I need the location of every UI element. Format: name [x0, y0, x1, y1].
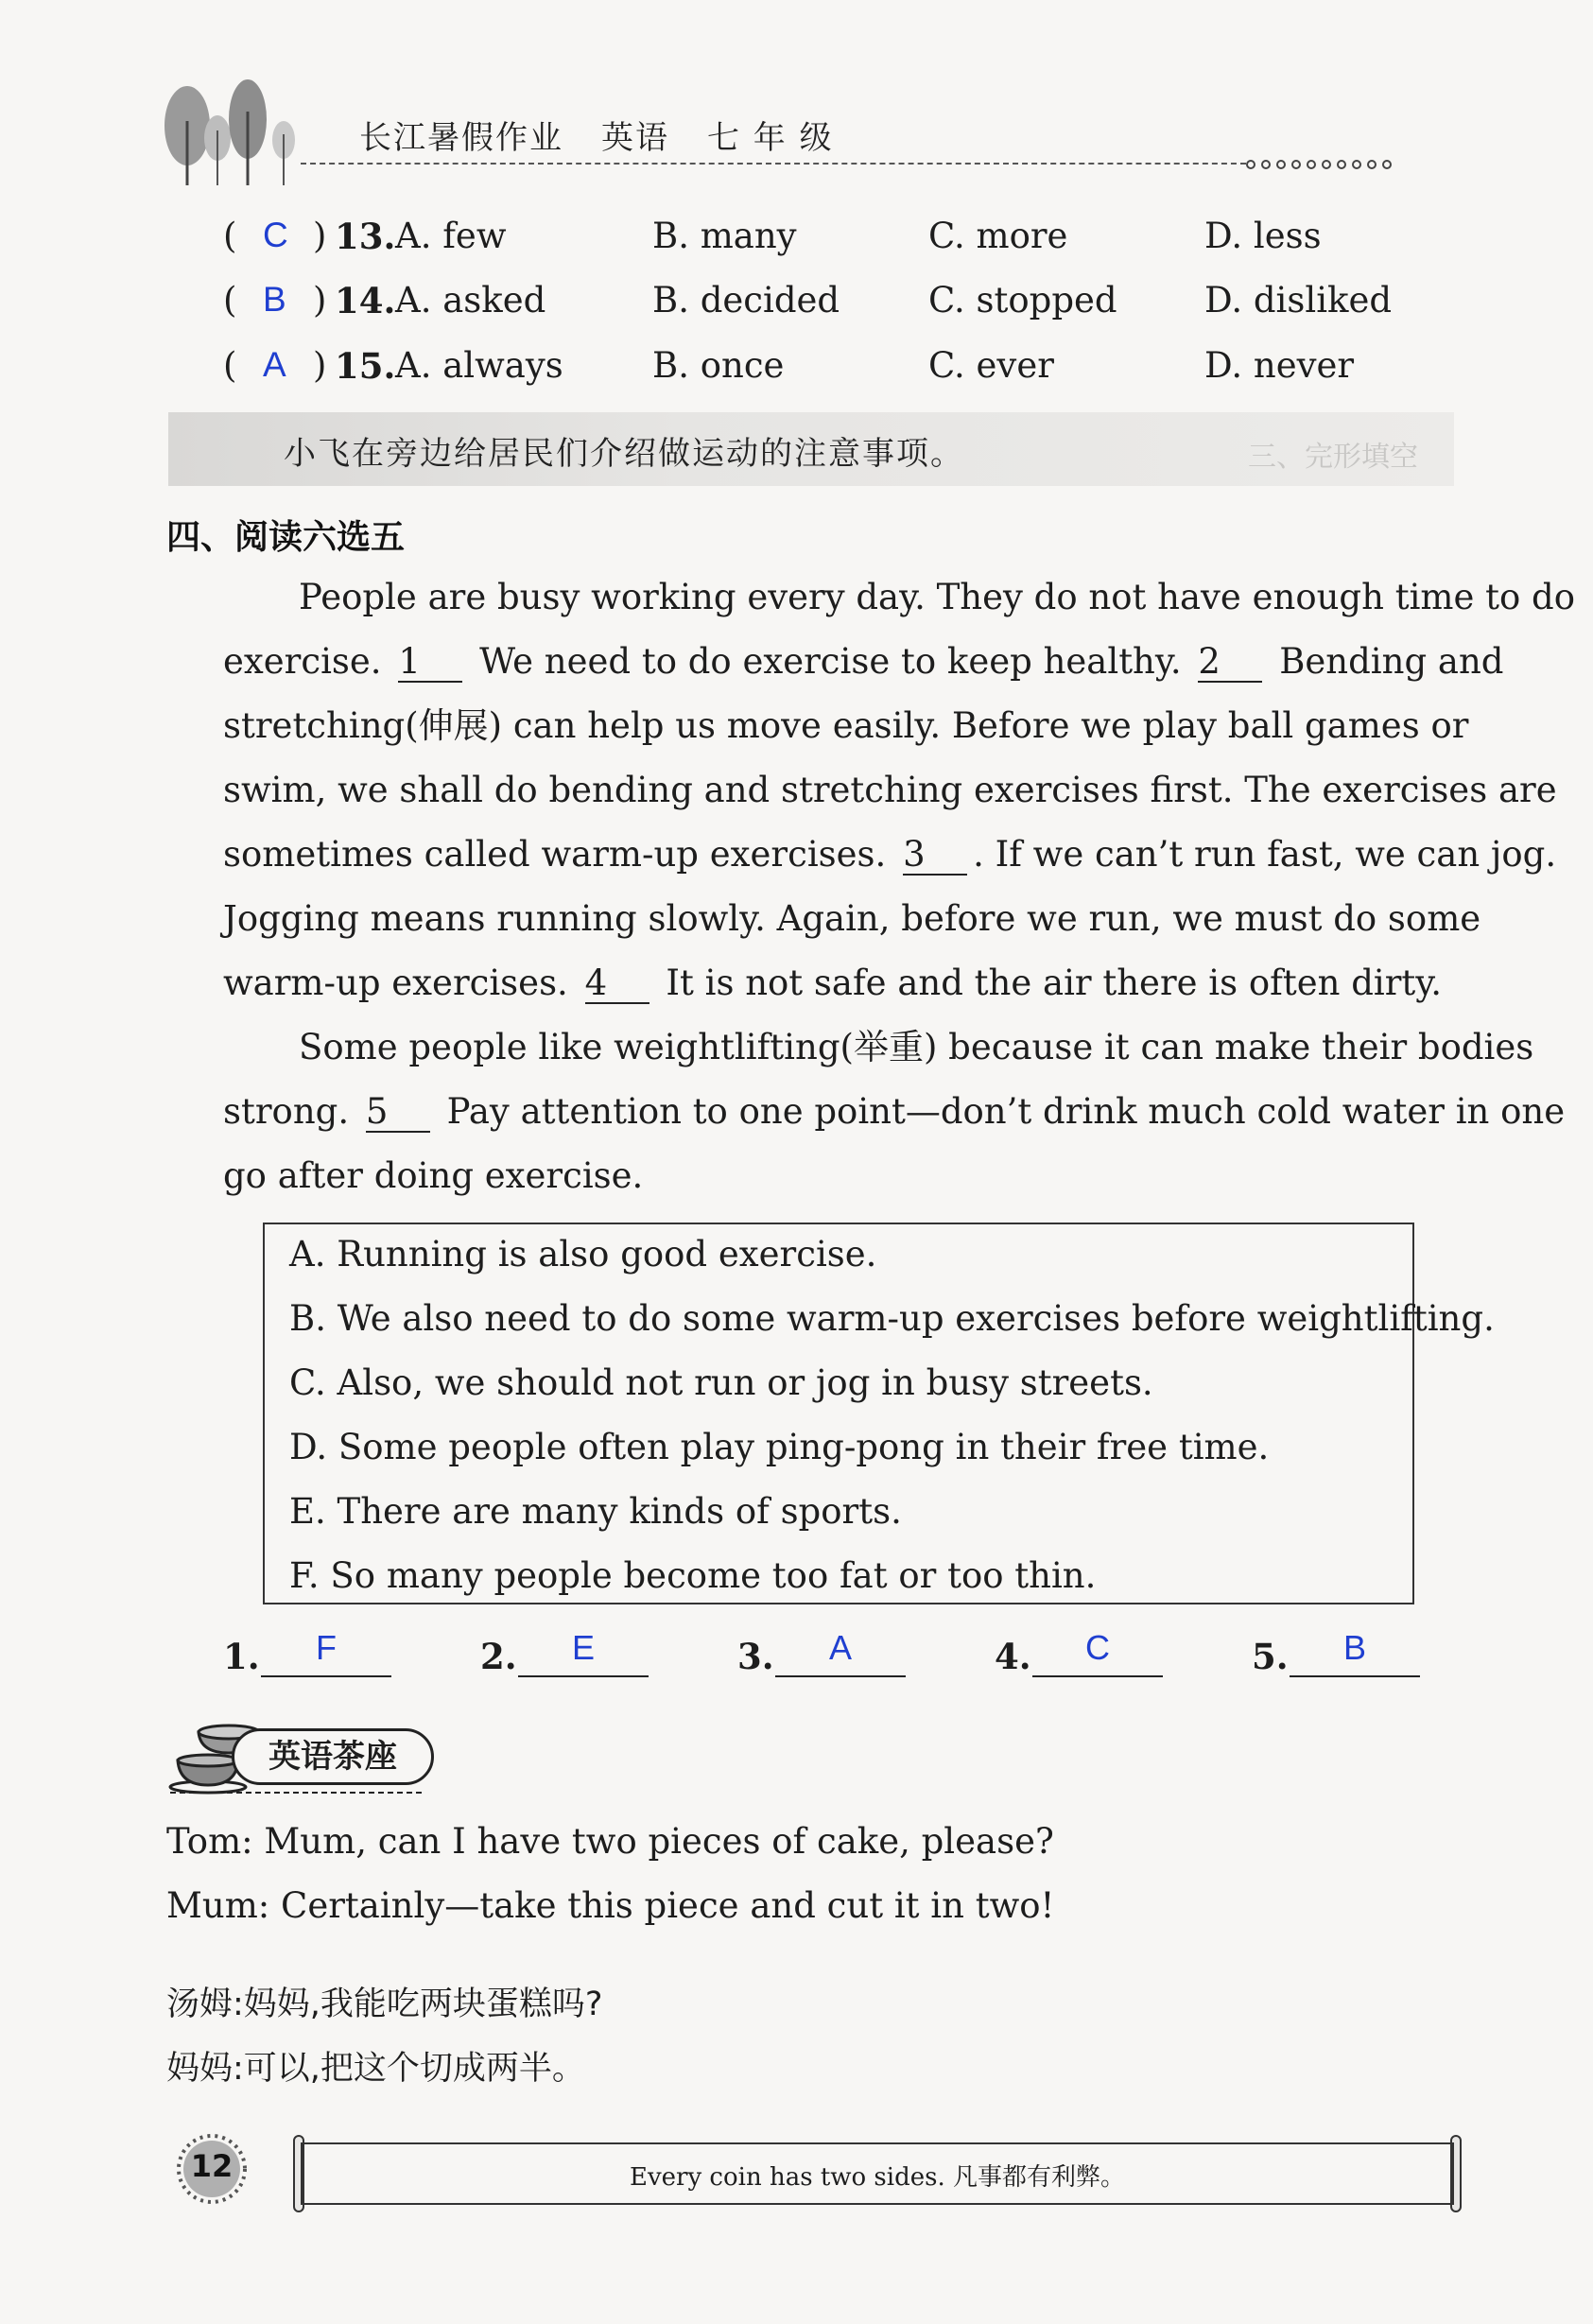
- translation-line-mum: 妈妈:可以,把这个切成两半。: [166, 2050, 585, 2088]
- option-b: B. once: [652, 345, 785, 386]
- answer-number: 2.: [480, 1636, 517, 1677]
- book-title: 长江暑假作业: [359, 119, 563, 157]
- answer-number: 4.: [995, 1636, 1031, 1677]
- option-a: A. always: [395, 345, 563, 386]
- option-item-a: A. Running is also good exercise.: [289, 1234, 877, 1275]
- blank-1: 1: [398, 643, 462, 683]
- option-a: A. few: [395, 216, 507, 256]
- answer-number: 3.: [737, 1636, 774, 1677]
- answer-number: 5.: [1252, 1636, 1289, 1677]
- option-c: C. more: [928, 216, 1068, 256]
- grade-title: 七 年 级: [707, 119, 834, 157]
- option-item-f: F. So many people become too fat or too thin.: [289, 1555, 1097, 1596]
- dialog-line-mum: Mum: Certainly—take this piece and cut it in two!: [166, 1885, 1055, 1926]
- blank-3: 3: [903, 836, 967, 876]
- question-number: 14.: [335, 280, 396, 321]
- header-title: [359, 112, 872, 158]
- option-c: C. stopped: [928, 280, 1117, 321]
- trees-icon: [159, 74, 310, 187]
- option-item-d: D. Some people often play ping-pong in their free time.: [289, 1427, 1270, 1467]
- option-b: B. many: [652, 216, 797, 256]
- dialog-line-tom: Tom: Mum, can I have two pieces of cake, please?: [166, 1821, 1054, 1862]
- blank-4: 4: [585, 964, 649, 1004]
- answer-15: A: [263, 345, 286, 384]
- translation-line-tom: 汤姆:妈妈,我能吃两块蛋糕吗?: [166, 1986, 603, 2023]
- question-number: 13.: [335, 216, 396, 257]
- banner-text: 小飞在旁边给居民们介绍做运动的注意事项。: [284, 435, 964, 473]
- page-number: 12: [190, 2148, 234, 2184]
- answer-13: C: [263, 216, 288, 254]
- answer-2: E: [518, 1634, 649, 1677]
- option-d: D. less: [1204, 216, 1322, 256]
- passage-line: sometimes called warm-up exercises. 3 . If we can’t run fast, we can jog.: [223, 834, 1557, 875]
- passage-line: People are busy working every day. They do not have enough time to do: [299, 577, 1576, 617]
- passage-line: Some people like weightlifting(举重) because it can make their bodies: [299, 1027, 1534, 1067]
- section-title: 四、阅读六选五: [166, 518, 406, 557]
- tea-corner-label: 英语茶座: [232, 1728, 434, 1785]
- passage-line: strong. 5 Pay attention to one point—don’t drink much cold water in one: [223, 1091, 1566, 1132]
- subject-title: 英语: [601, 119, 669, 157]
- option-a: A. asked: [395, 280, 546, 321]
- option-d: D. never: [1204, 345, 1355, 386]
- header-dots: [1246, 155, 1397, 173]
- passage-line: swim, we shall do bending and stretching exercises first. The exercises are: [223, 770, 1557, 810]
- workbook-page: 长江暑假作业 英语 七 年 级 ( C ) 13. A. few B. many C. more D. less ( B ) 14. A. asked B. decided C. stopped D. disliked ( A ) 15. A. always B. once C. ever D. never 小飞在旁边给居民们介绍做运动的注意事项。 三、完形填空 四、阅读六选五 People are busy working every day. They do not have enough time to do exercise. 1 We need to do exercise to keep healthy. 2 Bending and stretching(伸展) can help us move easily. Before we play ball games or swim, we shall do bending and stretching exercises first. The exercises are sometimes called warm-up exercises. 3 . If we can’t run fast, we can jog. Jogging means running slowly. Again, before we run, we must do some warm-up exercises. 4 It is not safe and the air there is often dirty. Some people like weightlifting(举重) because it can make their bodies strong. 5 Pay attention to one point—don’t drink much cold water in one go after doing exercise. A. Running is also good exercise. B. We also need to do some warm-up exercises before weightlifting. C. Also, we should not run or jog in busy streets. D. Some people often play ping-pong in their free time. E. There are many kinds of sports. F. So many people become too fat or too thin. 1. F 2. E 3. A 4. C 5. B 英语茶座 Tom: Mum, can I have two pieces of cake, please? Mum: Certainly—take this piece and cut it in two! 汤姆:妈妈,我能吃两块蛋糕吗? 妈妈:可以,把这个切成两半。 12 Every coin has two sides. 凡事都有利弊。: [0, 0, 1593, 2324]
- answer-number: 1.: [223, 1636, 260, 1677]
- header-divider: [301, 163, 1246, 165]
- question-number: 15.: [335, 345, 396, 387]
- option-item-c: C. Also, we should not run or jog in busy streets.: [289, 1362, 1153, 1403]
- answer-3: A: [775, 1634, 906, 1677]
- passage-line: go after doing exercise.: [223, 1155, 644, 1196]
- passage-line: warm-up exercises. 4 It is not safe and the air there is often dirty.: [223, 963, 1443, 1003]
- options-box: [263, 1223, 1495, 1604]
- reading-passage: [223, 565, 1576, 1208]
- option-d: D. disliked: [1204, 280, 1393, 321]
- answer-14: B: [263, 280, 286, 319]
- option-c: C. ever: [928, 345, 1054, 386]
- option-b: B. decided: [652, 280, 840, 321]
- passage-line: Jogging means running slowly. Again, before we run, we must do some: [223, 898, 1481, 939]
- blank-5: 5: [366, 1093, 430, 1133]
- blank-2: 2: [1198, 643, 1262, 683]
- passage-line: exercise. 1 We need to do exercise to keep healthy. 2 Bending and: [223, 641, 1504, 682]
- proverb-text: Every coin has two sides. 凡事都有利弊。: [629, 2163, 1125, 2192]
- option-item-e: E. There are many kinds of sports.: [289, 1491, 902, 1532]
- passage-line: stretching(伸展) can help us move easily. Before we play ball games or: [223, 705, 1469, 746]
- answer-5: B: [1290, 1634, 1420, 1677]
- answer-4: C: [1032, 1634, 1163, 1677]
- answer-1: F: [261, 1634, 391, 1677]
- banner-faint-text: 三、完形填空: [1248, 441, 1418, 474]
- answer-row: [223, 1628, 1471, 1685]
- option-item-b: B. We also need to do some warm-up exercises before weightlifting.: [289, 1298, 1495, 1339]
